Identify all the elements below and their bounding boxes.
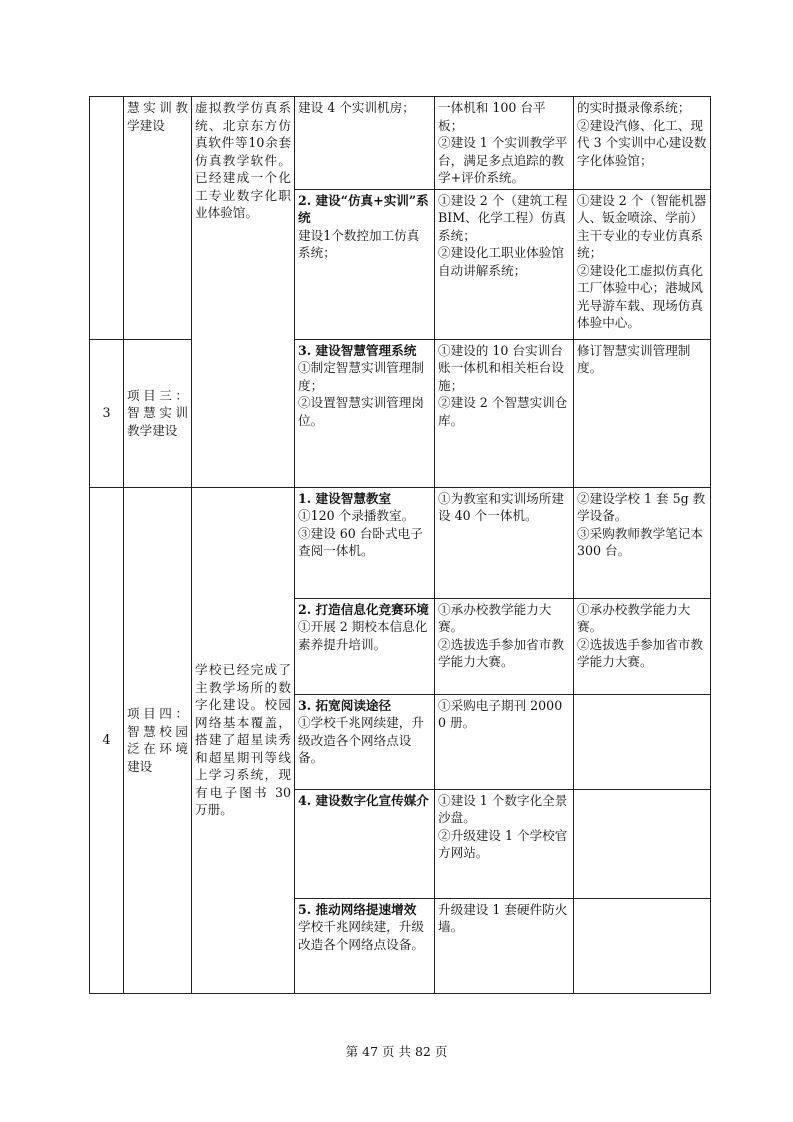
table-row — [90, 487, 711, 598]
target-cell-f3 — [574, 694, 711, 789]
cell-line: ②升级建设 1 个学校官方网站。 — [438, 827, 568, 860]
target-cell-c2 — [435, 339, 574, 487]
cell-line: ①承办校教学能力大赛。 — [577, 601, 691, 634]
target-cell-a3 — [574, 97, 711, 190]
row-number: 3 — [90, 339, 124, 487]
target-cell-d1 — [295, 487, 435, 598]
cell-line: ②建设 2 个智慧实训仓库。 — [438, 395, 568, 428]
cell-line: 升级建设 1 套硬件防火墙。 — [438, 901, 568, 934]
cell-line: ③采购教师教学笔记本 300 台。 — [577, 525, 703, 558]
base-cell-continued: 虚拟教学仿真系统、北京东方仿真软件等10余套仿真教学软件。已经建成一个化工专业数字化职业体验馆。 — [192, 97, 295, 488]
cell-line: ①开展 2 期校本信息化素养提升培训。 — [298, 619, 428, 652]
cell-line: ①学校千兆网续建，升级改造各个网络点设备。 — [298, 715, 424, 765]
num-cell-empty — [90, 97, 124, 340]
project-table — [89, 96, 711, 994]
cell-line: ①采购电子期刊 20000 册。 — [438, 697, 563, 730]
cell-line: 建设 4 个实训机房； — [298, 100, 415, 115]
target-cell-d3 — [574, 487, 711, 598]
target-cell-b1 — [295, 189, 435, 339]
item-title: 1. 建设智慧教室 — [298, 490, 392, 506]
target-cell-h2 — [435, 898, 574, 993]
cell-line: ①承办校教学能力大赛。 — [438, 601, 552, 634]
target-cell-f2 — [435, 694, 574, 789]
cell-line: ①制定智慧实训管理制度； — [298, 360, 424, 393]
cell-line: 修订智慧实训管理制度。 — [577, 342, 691, 375]
project-name: 项目四：智慧校园泛在环境建设 — [124, 487, 192, 993]
project-cell-continued: 慧实训教学建设 — [124, 97, 192, 340]
cell-line: 的实时摄录像系统； — [577, 100, 691, 115]
project-name: 项目三：智慧实训教学建设 — [124, 339, 192, 487]
item-title: 3. 建设智慧管理系统 — [298, 342, 417, 358]
target-cell-c1 — [295, 339, 435, 487]
target-cell-c3 — [574, 339, 711, 487]
cell-line: ②选拔选手参加省市教学能力大赛。 — [438, 636, 564, 669]
target-cell-b3 — [574, 189, 711, 339]
target-cell-a2 — [435, 97, 574, 190]
page-footer: 第 47 页 共 82 页 — [345, 1044, 448, 1059]
cell-line: ①建设 2 个（建筑工程 BIM、化学工程）仿真系统； — [438, 192, 568, 243]
target-cell-a1 — [295, 97, 435, 190]
cell-line: ②建设学校 1 套 5g 教学设备。 — [577, 490, 706, 523]
item-title: 2. 打造信息化竞赛环境 — [298, 601, 429, 617]
target-cell-h3 — [574, 898, 711, 993]
cell-line: ②设置智慧实训管理岗位。 — [298, 395, 424, 428]
table-row — [90, 339, 711, 487]
target-cell-g2 — [435, 789, 574, 898]
target-cell-d2 — [435, 487, 574, 598]
item-title: 2. 建设“仿真+实训”系统 — [298, 192, 429, 225]
cell-line: 学校千兆网续建，升级改造各个网络点设备。 — [298, 919, 424, 952]
table-row — [90, 97, 711, 190]
cell-line: ③建设 60 台卧式电子查阅一体机。 — [298, 525, 423, 558]
cell-line: 一体机和 100 台平板； — [438, 100, 546, 133]
item-title: 4. 建设数字化宣传媒介 — [298, 792, 429, 808]
target-cell-g1 — [295, 789, 435, 898]
cell-line: 建设1个数控加工仿真系统； — [298, 227, 420, 260]
item-title: 5. 推动网络提速增效 — [298, 901, 417, 917]
target-cell-g3 — [574, 789, 711, 898]
target-cell-h1 — [295, 898, 435, 993]
cell-line: ①为教室和实训场所建设 40 个一体机。 — [438, 490, 564, 523]
cell-line: ②建设化工虚拟仿真化工厂体验中心；港城风光导游车载、现场仿真体验中心。 — [577, 262, 703, 330]
cell-line: ②建设汽修、化工、现代 3 个实训中心建设数字化体验馆； — [577, 117, 707, 168]
cell-line: ②选拔选手参加省市教学能力大赛。 — [577, 636, 703, 669]
cell-line: ①建设 1 个数字化全景沙盘。 — [438, 792, 568, 825]
row-number: 4 — [90, 487, 124, 993]
cell-line: ①建设 2 个（智能机器人、钣金喷涂、学前）主干专业的专业仿真系统； — [577, 192, 707, 260]
cell-line: ②建设化工职业体验馆自动讲解系统； — [438, 245, 564, 278]
target-cell-b2 — [435, 189, 574, 339]
target-cell-e1 — [295, 598, 435, 694]
target-cell-e3 — [574, 598, 711, 694]
cell-line: ①建设的 10 台实训台账一体机和相关柜台设施； — [438, 342, 564, 393]
cell-line: ①120 个录播教室。 — [298, 508, 415, 523]
target-cell-e2 — [435, 598, 574, 694]
base-cell: 学校已经完成了主教学场所的数字化建设。校园网络基本覆盖，搭建了超星读秀和超星期刊等线上学习系统，现有电子图书 30 万册。 — [192, 487, 295, 993]
target-cell-f1 — [295, 694, 435, 789]
item-title: 3. 拓宽阅读途径 — [298, 697, 392, 713]
cell-line: ②建设 1 个实训教学平台，满足多点追踪的教学+评价系统。 — [438, 135, 568, 185]
